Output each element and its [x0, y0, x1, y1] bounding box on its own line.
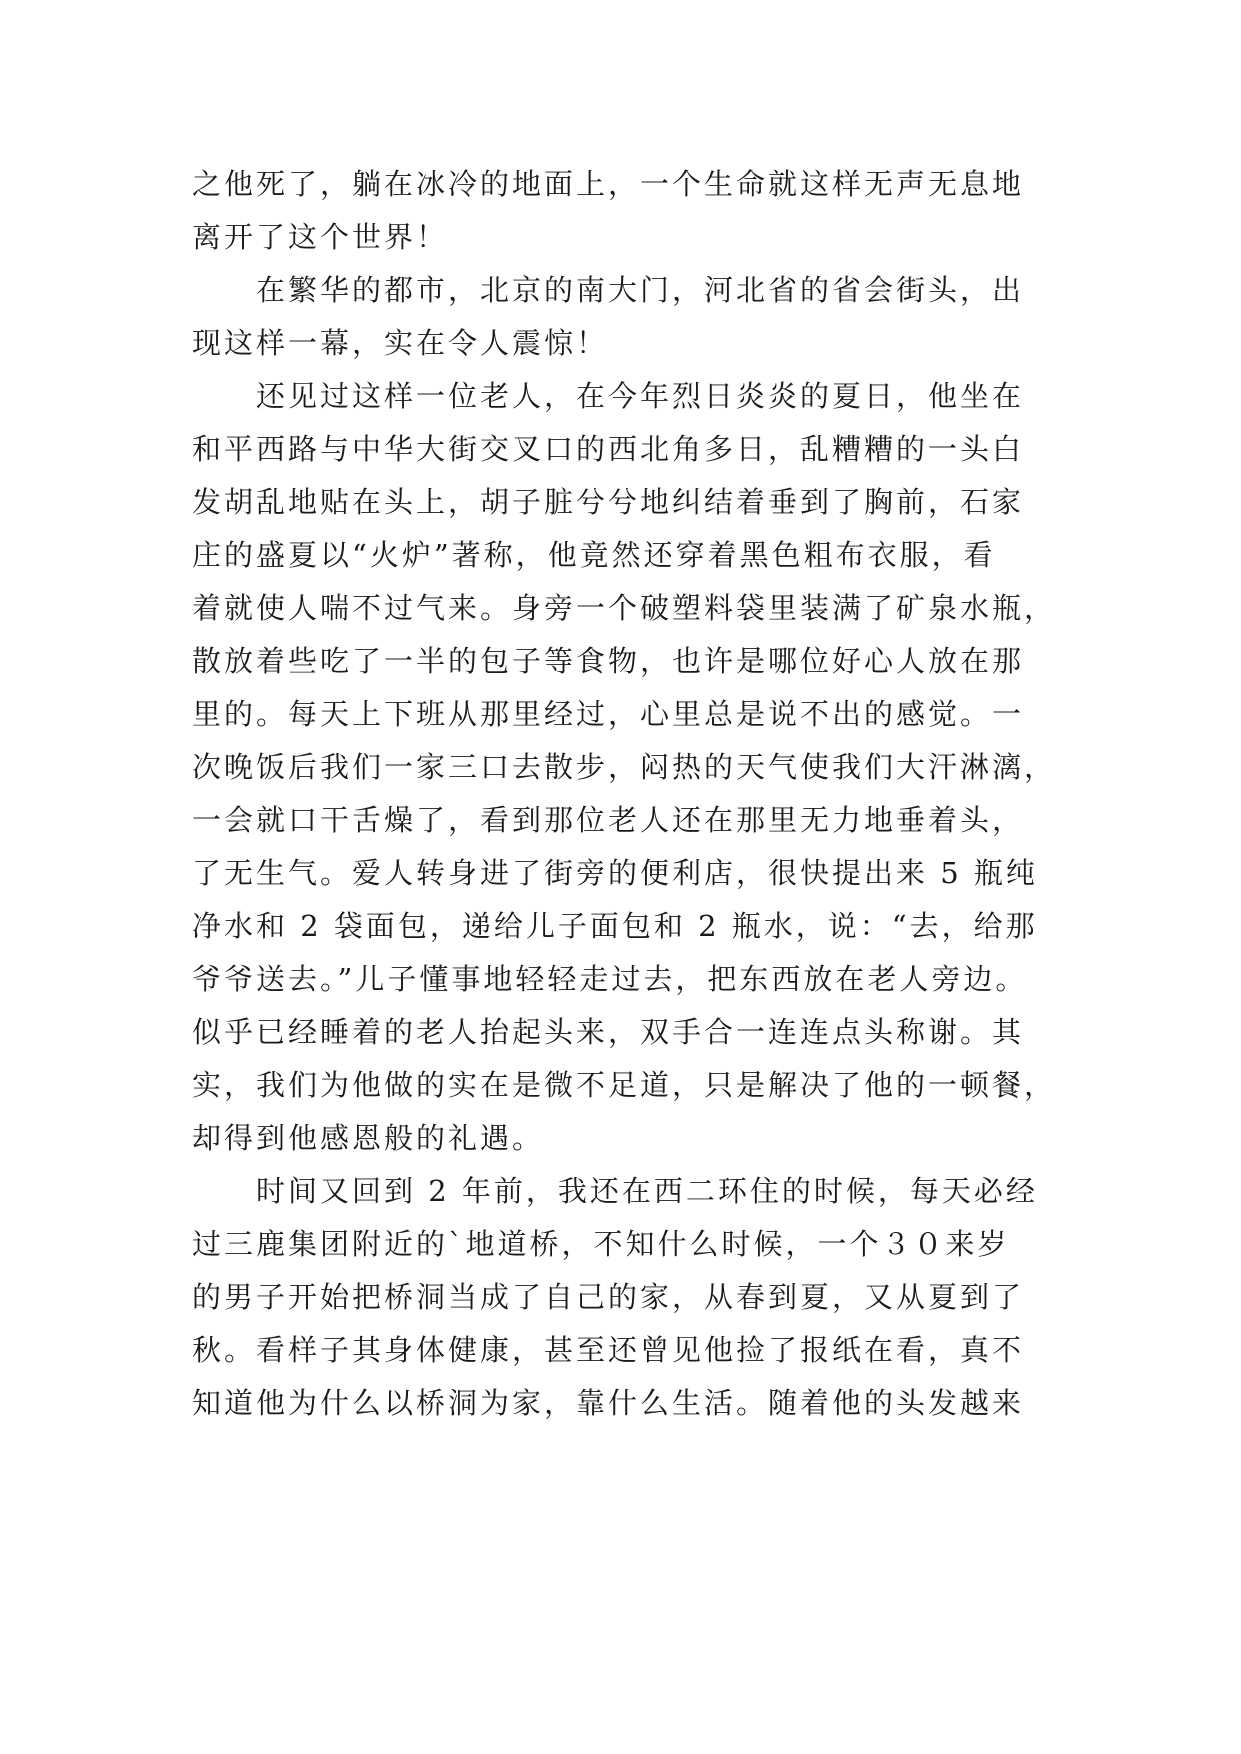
text-line: 秋。看样子其身体健康，甚至还曾见他捡了报纸在看，真不 — [192, 1333, 1025, 1367]
paragraph-3 — [192, 370, 1057, 1165]
text-line: 似乎已经睡着的老人抬起头来，双手合一连连点头称谢。其 — [192, 1015, 1025, 1049]
text-line: 实，我们为他做的实在是微不足道，只是解决了他的一顿餐， — [192, 1068, 1057, 1102]
text-line: 一会就口干舌燥了，看到那位老人还在那里无力地垂着头， — [192, 803, 1025, 837]
body-text — [192, 158, 1057, 1430]
text-line: 发胡乱地贴在头上，胡子脏兮兮地纠结着垂到了胸前，石家 — [192, 485, 1025, 519]
text-line: 知道他为什么以桥洞为家，靠什么生活。随着他的头发越来 — [192, 1386, 1025, 1420]
text-line: 之他死了，躺在冰冷的地面上，一个生命就这样无声无息地 — [192, 167, 1025, 201]
paragraph-1 — [192, 158, 1052, 264]
text-line: 还见过这样一位老人，在今年烈日炎炎的夏日，他坐在 — [192, 379, 1025, 413]
text-line: 次晚饭后我们一家三口去散步，闷热的天气使我们大汗淋漓， — [192, 750, 1057, 784]
text-line: 现这样一幕，实在令人震惊！ — [192, 326, 609, 360]
text-line: 离开了这个世界！ — [192, 220, 449, 254]
paragraph-4 — [192, 1165, 1052, 1430]
text-line: 时间又回到 2 年前，我还在西二环住的时候，每天必经 — [192, 1174, 1038, 1208]
text-line: 过三鹿集团附近的`地道桥，不知什么时候，一个３０来岁 — [192, 1227, 1010, 1261]
paragraph-2 — [192, 264, 1052, 370]
text-line: 着就使人喘不过气来。身旁一个破塑料袋里装满了矿泉水瓶， — [192, 591, 1057, 625]
text-line: 净水和 2 袋面包，递给儿子面包和 2 瓶水，说：“去，给那 — [192, 909, 1038, 943]
text-line: 散放着些吃了一半的包子等食物，也许是哪位好心人放在那 — [192, 644, 1025, 678]
text-line: 的男子开始把桥洞当成了自己的家，从春到夏，又从夏到了 — [192, 1280, 1025, 1314]
text-line: 里的。每天上下班从那里经过，心里总是说不出的感觉。一 — [192, 697, 1025, 731]
text-line: 和平西路与中华大街交叉口的西北角多日，乱糟糟的一头白 — [192, 432, 1025, 466]
text-line: 在繁华的都市，北京的南大门，河北省的省会街头，出 — [192, 273, 1025, 307]
text-line: 了无生气。爱人转身进了街旁的便利店，很快提出来 5 瓶纯 — [192, 856, 1038, 890]
text-line: 庄的盛夏以“火炉”著称，他竟然还穿着黑色粗布衣服，看 — [192, 538, 996, 572]
text-line: 爷爷送去。”儿子懂事地轻轻走过去，把东西放在老人旁边。 — [192, 962, 1028, 996]
text-line: 却得到他感恩般的礼遇。 — [192, 1121, 545, 1155]
